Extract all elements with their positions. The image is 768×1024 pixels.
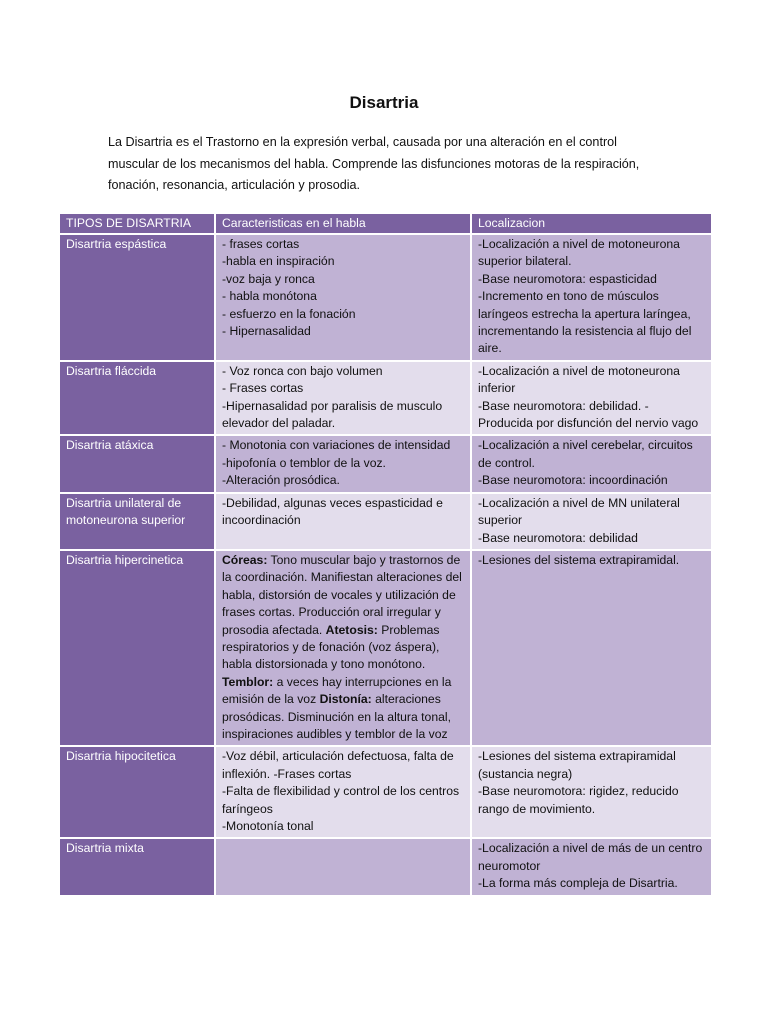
table-row: [60, 551, 711, 745]
cell-line: - frases cortas: [222, 237, 300, 251]
row-localizacion: [472, 551, 711, 745]
row-name: Disartria mixta: [60, 839, 214, 894]
cell-line: -Hipernasalidad por paralisis de musculo elevador del paladar.: [222, 398, 443, 431]
cell-line: -Localización a nivel de más de un centro neuromotor: [478, 841, 703, 873]
temblor-text: a veces hay interrupciones en la emisión de la voz: [222, 674, 452, 707]
row-localizacion: [472, 494, 711, 549]
header-localizacion: Localizacion: [472, 214, 711, 233]
row-caracteristicas: [216, 362, 470, 435]
distonia-text: alteraciones prosódicas. Disminución en la altura tonal, inspiraciones audibles y temblor de la voz: [222, 692, 451, 741]
row-name: Disartria unilateral de motoneurona superior: [60, 494, 214, 549]
row-caracteristicas: [216, 551, 470, 745]
disartria-table: [58, 212, 713, 897]
row-name: Disartria atáxica: [60, 436, 214, 491]
cell-line: -Base neuromotora: debilidad: [478, 530, 638, 545]
row-caracteristicas: [216, 436, 470, 491]
cell-line: -habla en inspiración: [222, 254, 335, 269]
cell-line: -Lesiones del sistema extrapiramidal.: [478, 552, 680, 567]
cell-line: -Base neuromotora: incoordinación: [478, 473, 668, 488]
coreas-text: Tono muscular bajo y trastornos de la coordinación. Manifiestan alteraciones del habla, distorsión de vocales y utilización de frases cortas. Producción oral irregular y prosodia afectada.: [222, 552, 462, 637]
cell-line: - habla monótona: [222, 289, 317, 304]
row-localizacion: [472, 436, 711, 491]
row-localizacion: [472, 362, 711, 435]
coreas-label: Córeas:: [222, 552, 268, 567]
row-caracteristicas: [216, 747, 470, 837]
row-localizacion: [472, 839, 711, 894]
table-row: [60, 494, 711, 549]
table-row: [60, 362, 711, 435]
cell-line: -voz baja y ronca: [222, 271, 315, 286]
cell-line: -Localización a nivel de motoneurona superior bilateral.: [478, 237, 680, 269]
table-row: [60, 235, 711, 360]
cell-line: -La forma más compleja de Disartria.: [478, 876, 678, 891]
cell-line: - Monotonia con variaciones de intensidad: [222, 438, 451, 453]
row-name: Disartria hipocitetica: [60, 747, 214, 837]
cell-line: -Debilidad, algunas veces espasticidad e incoordinación: [222, 495, 443, 528]
row-localizacion: [472, 747, 711, 837]
cell-line: -Falta de flexibilidad y control de los centros faríngeos: [222, 784, 460, 816]
row-caracteristicas: [216, 839, 470, 894]
cell-line: -Localización a nivel de MN unilateral superior: [478, 495, 680, 528]
table-row: [60, 839, 711, 894]
cell-line: -Base neuromotora: rigidez, reducido rango de movimiento.: [478, 784, 679, 816]
cell-line: -hipofonía o temblor de la voz.: [222, 455, 386, 470]
cell-line: -Voz débil, articulación defectuosa, falta de inflexión. -Frases cortas: [222, 749, 454, 781]
cell-line: -Monotonía tonal: [222, 819, 314, 833]
table-row: [60, 436, 711, 491]
header-tipos: TIPOS DE DISARTRIA: [60, 214, 214, 233]
row-name: Disartria espástica: [60, 235, 214, 360]
cell-line: -Localización a nivel cerebelar, circuitos de control.: [478, 438, 693, 470]
cell-line: - Hipernasalidad: [222, 324, 311, 339]
table-header-row: [60, 214, 711, 233]
distonia-label: Distonía:: [319, 692, 372, 707]
cell-line: -Localización a nivel de motoneurona inferior: [478, 363, 680, 396]
cell-line: -Base neuromotora: espasticidad: [478, 271, 657, 286]
cell-line: -Lesiones del sistema extrapiramidal (sustancia negra): [478, 749, 676, 781]
row-caracteristicas: [216, 494, 470, 549]
temblor-label: Temblor:: [222, 674, 274, 689]
intro-paragraph: La Disartria es el Trastorno en la expresión verbal, causada por una alteración en el control muscular de los mecanismos del habla. Comprende las disfunciones motoras de la respiración, fonación, resonancia, articulación y prosodia.: [108, 135, 640, 192]
cell-line: -Base neuromotora: debilidad. - Producida por disfunción del nervio vago: [478, 398, 699, 431]
row-localizacion: [472, 235, 711, 360]
cell-line: -Alteración prosódica.: [222, 473, 340, 488]
header-caracteristicas: Caracteristicas en el habla: [216, 214, 470, 233]
cell-line: -Incremento en tono de músculos laríngeos estrecha la apertura laríngea, incrementando la resistencia al flujo del aire.: [478, 289, 692, 356]
atetosis-label: Atetosis:: [325, 622, 378, 637]
row-caracteristicas: [216, 235, 470, 360]
row-name: Disartria hipercinetica: [60, 551, 214, 745]
row-name: Disartria fláccida: [60, 362, 214, 435]
document-title: Disartria: [349, 93, 419, 112]
cell-line: - Voz ronca con bajo volumen: [222, 363, 383, 378]
cell-line: - esfuerzo en la fonación: [222, 306, 356, 321]
atetosis-text: Problemas respiratorios y de fonación (voz áspera), habla distorsionada y tono monótono.: [222, 622, 440, 672]
table-row: [60, 747, 711, 837]
cell-line: - Frases cortas: [222, 381, 304, 396]
